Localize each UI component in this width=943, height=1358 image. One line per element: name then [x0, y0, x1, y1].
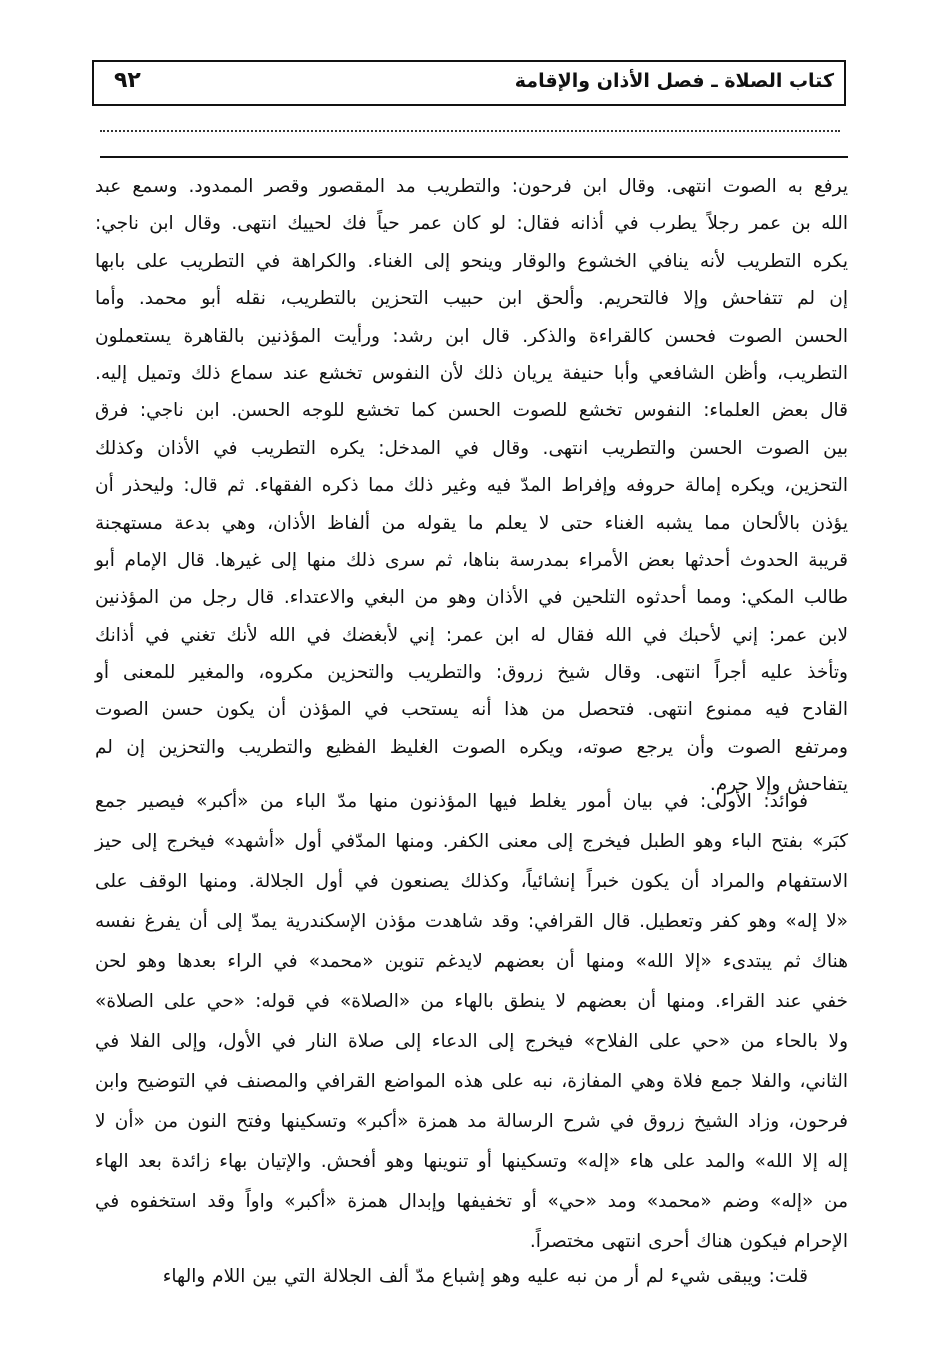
- text-line: من «إله» وضم «محمد» ومد «حي» أو تخفيفها وإبدال همزة «أكبر» واواً وقد استخفوه في: [95, 1191, 848, 1212]
- text-line: ومرتفع الصوت وأن يرجع صوته، ويكره الصوت الغليظ الفظيع والتطريب والتحزين إن لم: [95, 736, 848, 758]
- page-number: ٩٢: [114, 68, 141, 93]
- text-line: يكره التطريب لأنه ينافي الخشوع والوقار وينحو إلى الغناء. والكراهة في التطريب على بابها: [95, 250, 848, 272]
- dotted-divider: [100, 118, 840, 132]
- text-line: الاستفهام والمراد أن يكون خبراً إنشائياً، وكذلك يصنعون في أول الجلالة. ومنها الوقف على: [95, 871, 848, 892]
- chapter-title: كتاب الصلاة ـ فصل الأذان والإقامة: [514, 70, 834, 92]
- paragraph-3: [95, 1258, 848, 1295]
- horizontal-rule: [100, 156, 848, 158]
- text-line: قريبة الحدوث أحدثها بعض الأمراء بمدرسة بناها، ثم سرى ذلك منها إلى غيرها. قال الإمام أبو: [95, 549, 848, 571]
- text-line: وتأخذ عليه أجراً انتهى. وقال شيخ زروق: والتطريب والتحزين مكروه، والمغير للمعنى أو: [95, 662, 848, 684]
- text-line: قال بعض العلماء: النفوس تخشع للصوت الحسن كما تخشع للوجه الحسن. ابن ناجي: فرق: [95, 400, 848, 422]
- text-line: التطريب، وأظن الشافعي وأبا حنيفة يريان ذلك لأن النفوس تخشع عند سماع ذلك وتميل إليه.: [95, 362, 848, 384]
- text-line: الثاني، والفلا جمع فلاة وهي المفازة، نبه على هذه المواضع القرافي والمصنف في التوضيح وابن: [95, 1071, 848, 1092]
- text-line: يرفع به الصوت انتهى. وقال ابن فرحون: والتطريب مد المقصور وقصر الممدود. وسمع عبد: [95, 176, 848, 197]
- text-line: يؤذن بالألحان مما يشبه الغناء حتى لا يعلم ما يقوله من ألفاظ الأذان، وهي بدعة مستهجنة: [95, 512, 848, 534]
- text-line: بين الصوت الحسن والتطريب انتهى. وقال في المدخل: يكره التطريب في الأذان وكذلك: [95, 437, 848, 459]
- text-line: إله إلا الله» والمد على هاء «إله» وتسكينها أو تنوينها وهو أفحش. والإتيان بهاء زائدة بعد الهاء: [95, 1151, 848, 1172]
- text-line: طالب المكي: ومما أحدثوه التلحين في الأذان وهو من البغي والاعتداء. قال رجل من المؤذنين: [95, 587, 848, 609]
- text-line: هناك ثم يبتدىء «إلا الله» ومنها أن بعضهم لايدغم تنوين «محمد» في الراء بعدها وهو لحن: [95, 951, 848, 972]
- running-header: [92, 60, 846, 106]
- paragraph-2: [95, 782, 848, 1262]
- text-line: فوائد: الأولى: في بيان أمور يغلط فيها المؤذنون منها مدّ الباء من «أكبر» فيصير جمع: [95, 791, 808, 812]
- text-line: قلت: ويبقى شيء لم أر من نبه عليه وهو إشباع مدّ ألف الجلالة التي بين اللام والهاء: [162, 1266, 808, 1287]
- text-line: الحسن الصوت فحسن كالقراءة والذكر. قال ابن رشد: ورأيت المؤذنين بالقاهرة يستعملون: [95, 325, 848, 347]
- text-line: القادح فيه ممنوع انتهى. فتحصل من هذا أنه يستحب في المؤذن أن يكون حسن الصوت: [95, 699, 848, 721]
- text-line: الإحرام فيكون هناك أحرى انتهى مختصراً.: [529, 1231, 848, 1252]
- text-line: «لا إله» وهو كفر وتعطيل. قال القرافي: وقد شاهدت مؤذن الإسكندرية يمدّ إلى أن يفرغ نفسه: [95, 911, 848, 932]
- text-line: خفي عند القراء. ومنها أن بعضهم لا ينطق بالهاء من «الصلاة» في قوله: «حي على الصلاة»: [95, 991, 848, 1012]
- text-line: إن لم تتفاحش وإلا فالتحريم. وألحق ابن حبيب التحزين بالتطريب، نقله أبو محمد. وأما: [95, 288, 848, 310]
- text-line: لابن عمر: إني لأحبك في الله فقال له ابن عمر: إني لأبغضك في الله لأنك تغني في أذانك: [95, 624, 848, 646]
- paragraph-1: [95, 168, 848, 804]
- text-line: الله بن عمر رجلاً يطرب في أذانه فقال: لو كان عمر حياً فك لحييك انتهى. وقال ابن ناجي:: [95, 213, 848, 235]
- text-line: التحزين، ويكره إمالة حروفه وإفراط المدّ فيه وغير ذلك مما ذكره الفقهاء. ثم قال: وليحذر أن: [95, 475, 848, 497]
- text-line: فرحون، وزاد الشيخ زروق في شرح الرسالة مد همزة «أكبر» وتسكينها وفتح النون من «أن لا: [95, 1111, 848, 1132]
- text-line: كبَر» بفتح الباء وهو الطبل فيخرج إلى معنى الكفر. ومنها المدّفي أول «أشهد» فيخرج إلى حيز: [95, 831, 848, 852]
- text-line: يتفاحش وإلا حرم.: [709, 774, 848, 796]
- text-line: ولا بالحاء من «حي على الفلاح» فيخرج إلى الدعاء إلى صلاة النار في الأول، وإلى الفلا في: [95, 1031, 848, 1052]
